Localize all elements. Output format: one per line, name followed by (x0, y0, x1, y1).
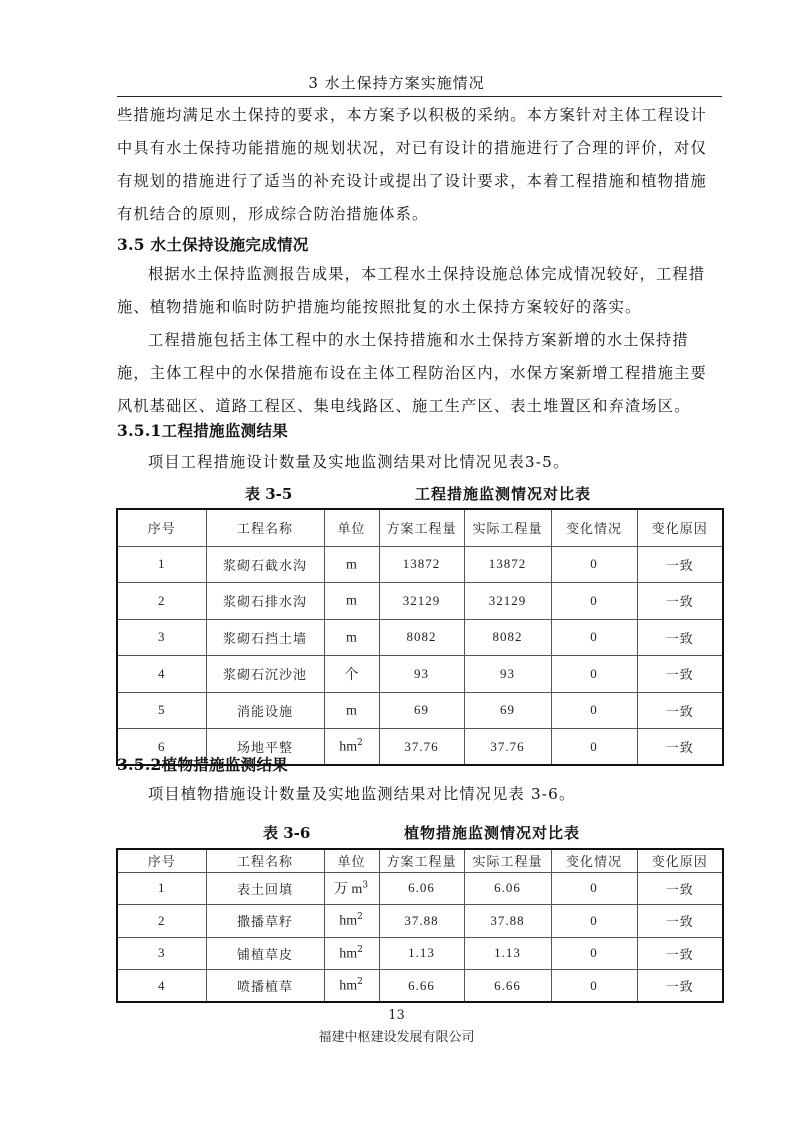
text-line: 根据水土保持监测报告成果，本工程水土保持设施总体完成情况较好，工程措 (148, 265, 706, 283)
table-row (117, 872, 723, 905)
cell-change: 0 (551, 905, 637, 938)
cell-unit (324, 937, 379, 970)
cell-name: 浆砌石挡土墙 (206, 619, 324, 656)
column-header: 实际工程量 (464, 509, 551, 546)
cell-plan: 37.88 (379, 905, 464, 938)
column-header: 方案工程量 (379, 849, 464, 872)
cell-no: 4 (117, 656, 206, 693)
cell-reason: 一致 (637, 619, 723, 656)
cell-actual: 6.06 (464, 872, 551, 905)
text-line: 施，主体工程中的水保措施布设在主体工程防治区内，水保方案新增工程措施主要 (117, 364, 707, 382)
cell-reason: 一致 (637, 970, 723, 1003)
cell-no: 6 (117, 729, 206, 766)
cell-unit (324, 583, 379, 620)
running-header: 3 水土保持方案实施情况 (308, 74, 485, 92)
text-line: 中具有水土保持功能措施的规划状况，对已有设计的措施进行了合理的评价，对仅 (117, 139, 707, 157)
table-3-6 (116, 848, 724, 1003)
cell-plan: 6.06 (379, 872, 464, 905)
cell-name: 铺植草皮 (206, 937, 324, 970)
column-header: 序号 (117, 509, 206, 546)
unit-text: hm (339, 945, 358, 961)
cell-reason: 一致 (637, 583, 723, 620)
text-line: 有规划的措施进行了适当的补充设计或提出了设计要求，本着工程措施和植物措施 (117, 172, 707, 190)
section-3-5-paragraph-2 (117, 324, 727, 423)
cell-actual: 37.76 (464, 729, 551, 766)
intro-paragraph (117, 99, 727, 231)
column-header: 实际工程量 (464, 849, 551, 872)
table-row (117, 546, 723, 583)
unit-text: 个 (344, 667, 359, 683)
cell-no: 3 (117, 619, 206, 656)
cell-actual: 6.66 (464, 970, 551, 1003)
section-heading-3-5-2: 3.5.2植物措施监测结果 (117, 755, 289, 774)
cell-name: 表土回填 (206, 872, 324, 905)
cell-change: 0 (551, 692, 637, 729)
footer-company: 福建中枢建设发展有限公司 (318, 1030, 475, 1045)
unit-superscript: 3 (362, 880, 370, 891)
cell-actual: 8082 (464, 619, 551, 656)
cell-change: 0 (551, 619, 637, 656)
unit-text: hm (339, 978, 358, 994)
cell-actual: 13872 (464, 546, 551, 583)
section-3-5-paragraph-1 (117, 258, 727, 324)
table-row (117, 656, 723, 693)
text-line: 施、植物措施和临时防护措施均能按照批复的水土保持方案较好的落实。 (117, 298, 642, 316)
cell-reason: 一致 (637, 692, 723, 729)
cell-plan: 1.13 (379, 937, 464, 970)
table-row (117, 692, 723, 729)
unit-text: hm (339, 739, 358, 755)
cell-plan: 69 (379, 692, 464, 729)
text-line: 有机结合的原则，形成综合防治措施体系。 (117, 205, 429, 223)
cell-unit (324, 546, 379, 583)
cell-unit (324, 656, 379, 693)
text-line: 工程措施包括主体工程中的水土保持措施和水土保持方案新增的水土保持措 (148, 331, 689, 349)
cell-change: 0 (551, 546, 637, 583)
unit-text: 万 m (333, 882, 363, 898)
cell-unit (324, 729, 379, 766)
text-line: 些措施均满足水土保持的要求，本方案予以积极的采纳。本方案针对主体工程设计 (117, 106, 707, 124)
table-3-5-title: 工程措施监测情况对比表 (415, 485, 592, 503)
cell-actual: 32129 (464, 583, 551, 620)
cell-plan: 8082 (379, 619, 464, 656)
cell-unit (324, 872, 379, 905)
cell-actual: 93 (464, 656, 551, 693)
column-header: 单位 (324, 509, 379, 546)
cell-unit (324, 970, 379, 1003)
column-header: 变化原因 (637, 509, 723, 546)
cell-plan: 37.76 (379, 729, 464, 766)
column-header: 工程名称 (206, 849, 324, 872)
table-header-row (117, 509, 723, 546)
column-header: 单位 (324, 849, 379, 872)
unit-superscript: 2 (357, 737, 364, 748)
cell-actual: 1.13 (464, 937, 551, 970)
column-header: 变化原因 (637, 849, 723, 872)
table-3-5 (116, 508, 724, 766)
cell-no: 4 (117, 970, 206, 1003)
unit-superscript: 2 (357, 976, 364, 987)
cell-reason: 一致 (637, 656, 723, 693)
column-header: 工程名称 (206, 509, 324, 546)
cell-actual: 69 (464, 692, 551, 729)
unit-text: m (346, 629, 357, 645)
section-heading-3-5-1: 3.5.1工程措施监测结果 (117, 421, 289, 440)
cell-change: 0 (551, 583, 637, 620)
cell-reason: 一致 (637, 937, 723, 970)
cell-no: 2 (117, 583, 206, 620)
column-header: 序号 (117, 849, 206, 872)
cell-name: 浆砌石沉沙池 (206, 656, 324, 693)
cell-reason: 一致 (637, 905, 723, 938)
cell-name: 喷播植草 (206, 970, 324, 1003)
table-3-6-title: 植物措施监测情况对比表 (404, 824, 581, 842)
cell-unit (324, 905, 379, 938)
column-header: 变化情况 (551, 509, 637, 546)
cell-no: 5 (117, 692, 206, 729)
cell-plan: 32129 (379, 583, 464, 620)
cell-reason: 一致 (637, 546, 723, 583)
cell-plan: 6.66 (379, 970, 464, 1003)
cell-change: 0 (551, 729, 637, 766)
column-header: 方案工程量 (379, 509, 464, 546)
cell-name: 浆砌石排水沟 (206, 583, 324, 620)
cell-plan: 13872 (379, 546, 464, 583)
cell-unit (324, 619, 379, 656)
section-3-5-1-paragraph: 项目工程措施设计数量及实地监测结果对比情况见表3-5。 (148, 453, 570, 471)
table-row (117, 583, 723, 620)
unit-superscript: 2 (357, 944, 364, 955)
cell-change: 0 (551, 872, 637, 905)
header-rule (117, 96, 722, 97)
cell-unit (324, 692, 379, 729)
table-row (117, 905, 723, 938)
unit-text: m (346, 556, 357, 572)
column-header: 变化情况 (551, 849, 637, 872)
table-row (117, 619, 723, 656)
cell-change: 0 (551, 937, 637, 970)
table-3-5-number: 表 3-5 (245, 485, 293, 503)
table-header-row (117, 849, 723, 872)
table-3-6-number: 表 3-6 (263, 824, 311, 842)
page-number: 13 (388, 1008, 405, 1023)
unit-superscript: 2 (357, 912, 364, 923)
cell-reason: 一致 (637, 729, 723, 766)
text-line: 风机基础区、道路工程区、集电线路区、施工生产区、表土堆置区和弃渣场区。 (117, 397, 691, 415)
cell-name: 消能设施 (206, 692, 324, 729)
cell-reason: 一致 (637, 872, 723, 905)
cell-change: 0 (551, 970, 637, 1003)
cell-no: 1 (117, 546, 206, 583)
cell-change: 0 (551, 656, 637, 693)
cell-no: 3 (117, 937, 206, 970)
cell-no: 1 (117, 872, 206, 905)
cell-actual: 37.88 (464, 905, 551, 938)
unit-text: hm (339, 913, 358, 929)
table-row (117, 970, 723, 1003)
unit-text: m (346, 702, 357, 718)
cell-no: 2 (117, 905, 206, 938)
cell-name: 浆砌石截水沟 (206, 546, 324, 583)
cell-name: 场地平整 (206, 729, 324, 766)
cell-name: 撒播草籽 (206, 905, 324, 938)
unit-text: m (346, 593, 357, 609)
table-row (117, 937, 723, 970)
section-heading-3-5: 3.5 水土保持设施完成情况 (117, 235, 309, 254)
section-3-5-2-paragraph: 项目植物措施设计数量及实地监测结果对比情况见表 3-6。 (148, 785, 576, 803)
cell-plan: 93 (379, 656, 464, 693)
